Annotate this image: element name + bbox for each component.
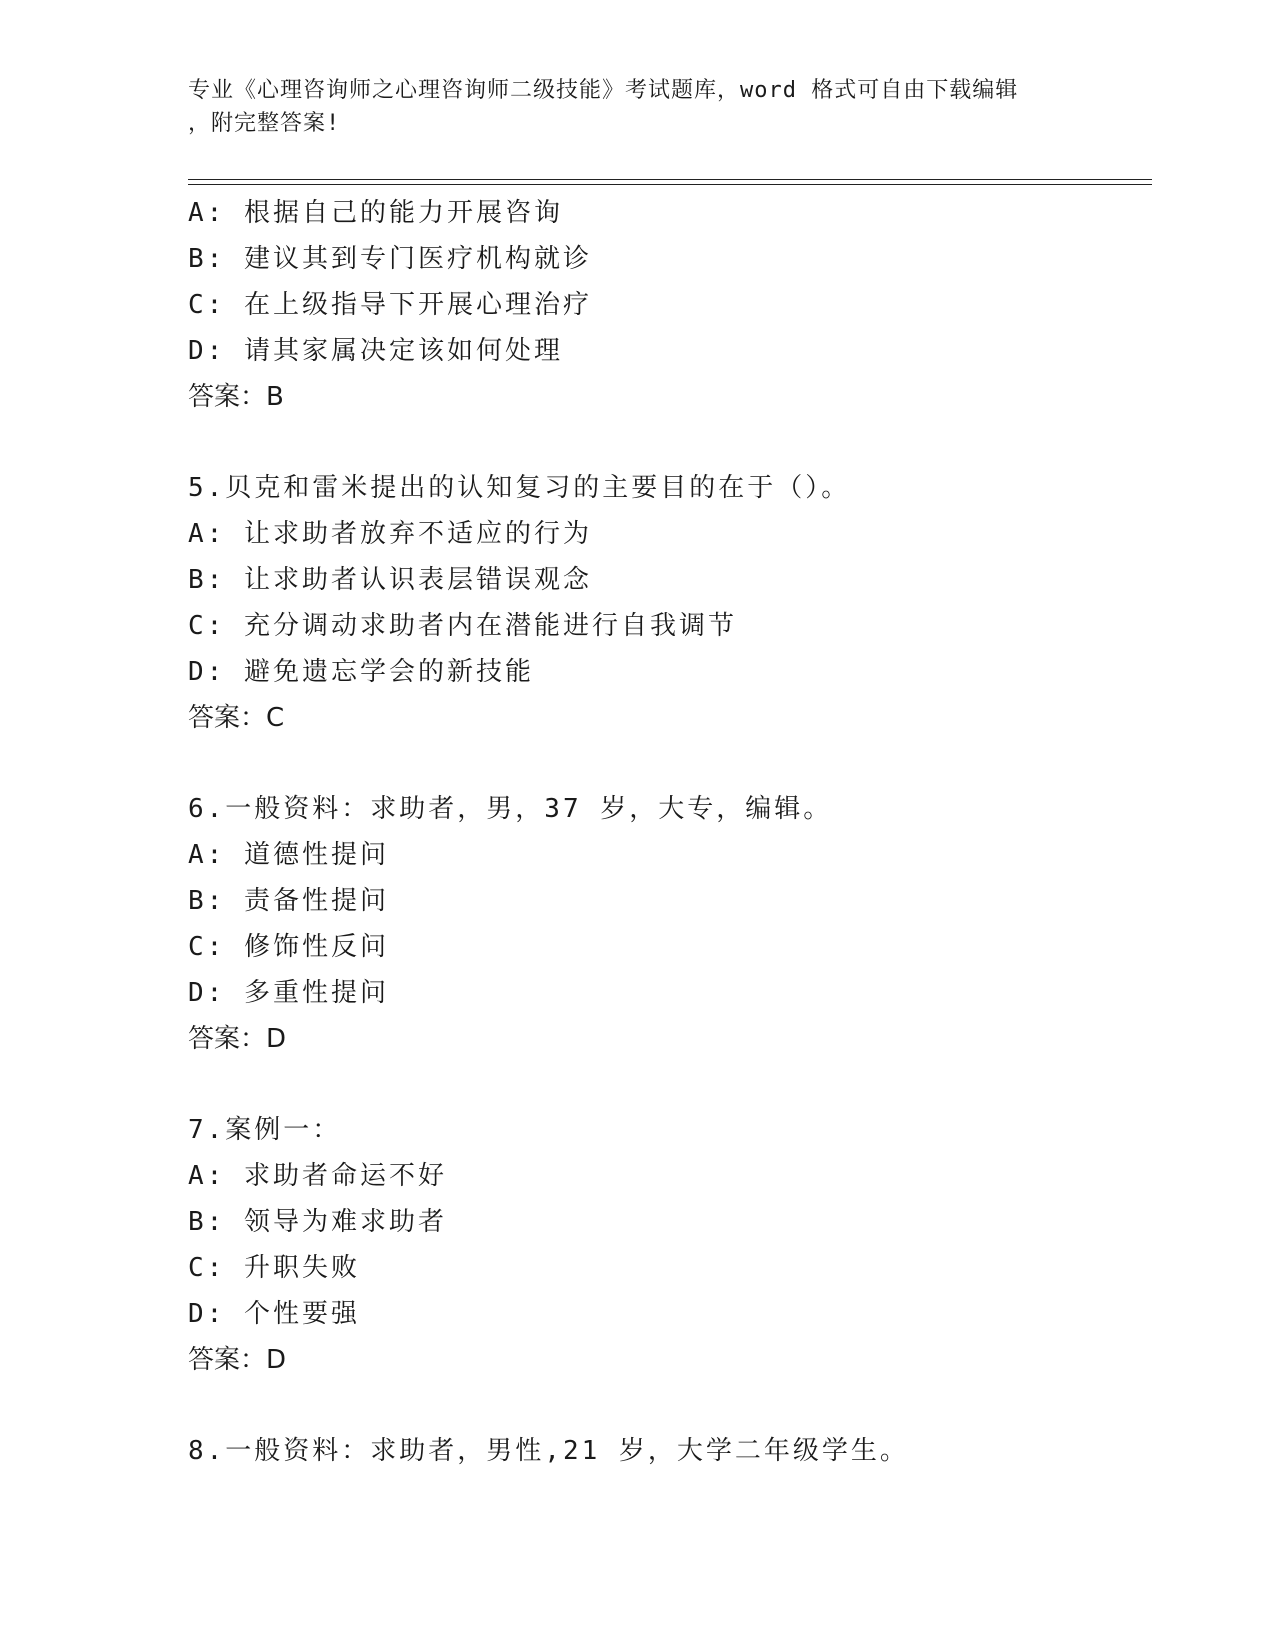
- option-d: D: 个性要强: [188, 1299, 360, 1329]
- question-block-7: [188, 1107, 1148, 1383]
- option-b: B: 领导为难求助者: [188, 1207, 447, 1237]
- option-d: D: 避免遗忘学会的新技能: [188, 657, 534, 687]
- option-d: D: 请其家属决定该如何处理: [188, 336, 563, 366]
- question-block-4: [188, 190, 1148, 420]
- header-divider-bottom: [188, 184, 1152, 185]
- option-a: A: 求助者命运不好: [188, 1161, 447, 1191]
- header-divider-top: [188, 179, 1152, 180]
- spacer: [188, 1062, 1148, 1107]
- header-line-1: 专业《心理咨询师之心理咨询师二级技能》考试题库，word 格式可自由下载编辑: [188, 78, 1019, 103]
- header-line-2: ，附完整答案!: [188, 111, 341, 136]
- option-b: B: 责备性提问: [188, 886, 389, 916]
- spacer: [188, 420, 1148, 465]
- answer-line: 答案：D: [188, 1024, 287, 1054]
- option-c: C: 在上级指导下开展心理治疗: [188, 290, 592, 320]
- option-b: B: 建议其到专门医疗机构就诊: [188, 244, 592, 274]
- answer-line: 答案：B: [188, 382, 284, 412]
- question-stem: 5.贝克和雷米提出的认知复习的主要目的在于（）。: [188, 473, 851, 503]
- option-b: B: 让求助者认识表层错误观念: [188, 565, 592, 595]
- question-block-5: [188, 465, 1148, 741]
- answer-line: 答案：C: [188, 703, 285, 733]
- spacer: [188, 1383, 1148, 1428]
- option-c: C: 升职失败: [188, 1253, 360, 1283]
- document-header: [188, 74, 1088, 140]
- option-a: A: 让求助者放弃不适应的行为: [188, 519, 592, 549]
- question-stem: 8.一般资料：求助者，男性,21 岁，大学二年级学生。: [188, 1436, 909, 1466]
- question-list: [188, 190, 1148, 1474]
- question-stem: 7.案例一：: [188, 1115, 342, 1145]
- question-block-8: [188, 1428, 1148, 1474]
- option-c: C: 充分调动求助者内在潜能进行自我调节: [188, 611, 737, 641]
- question-stem: 6.一般资料：求助者，男，37 岁，大专，编辑。: [188, 794, 833, 824]
- option-d: D: 多重性提问: [188, 978, 389, 1008]
- option-a: A: 道德性提问: [188, 840, 389, 870]
- answer-line: 答案：D: [188, 1345, 287, 1375]
- option-c: C: 修饰性反问: [188, 932, 389, 962]
- spacer: [188, 741, 1148, 786]
- option-a: A: 根据自己的能力开展咨询: [188, 198, 563, 228]
- question-block-6: [188, 786, 1148, 1062]
